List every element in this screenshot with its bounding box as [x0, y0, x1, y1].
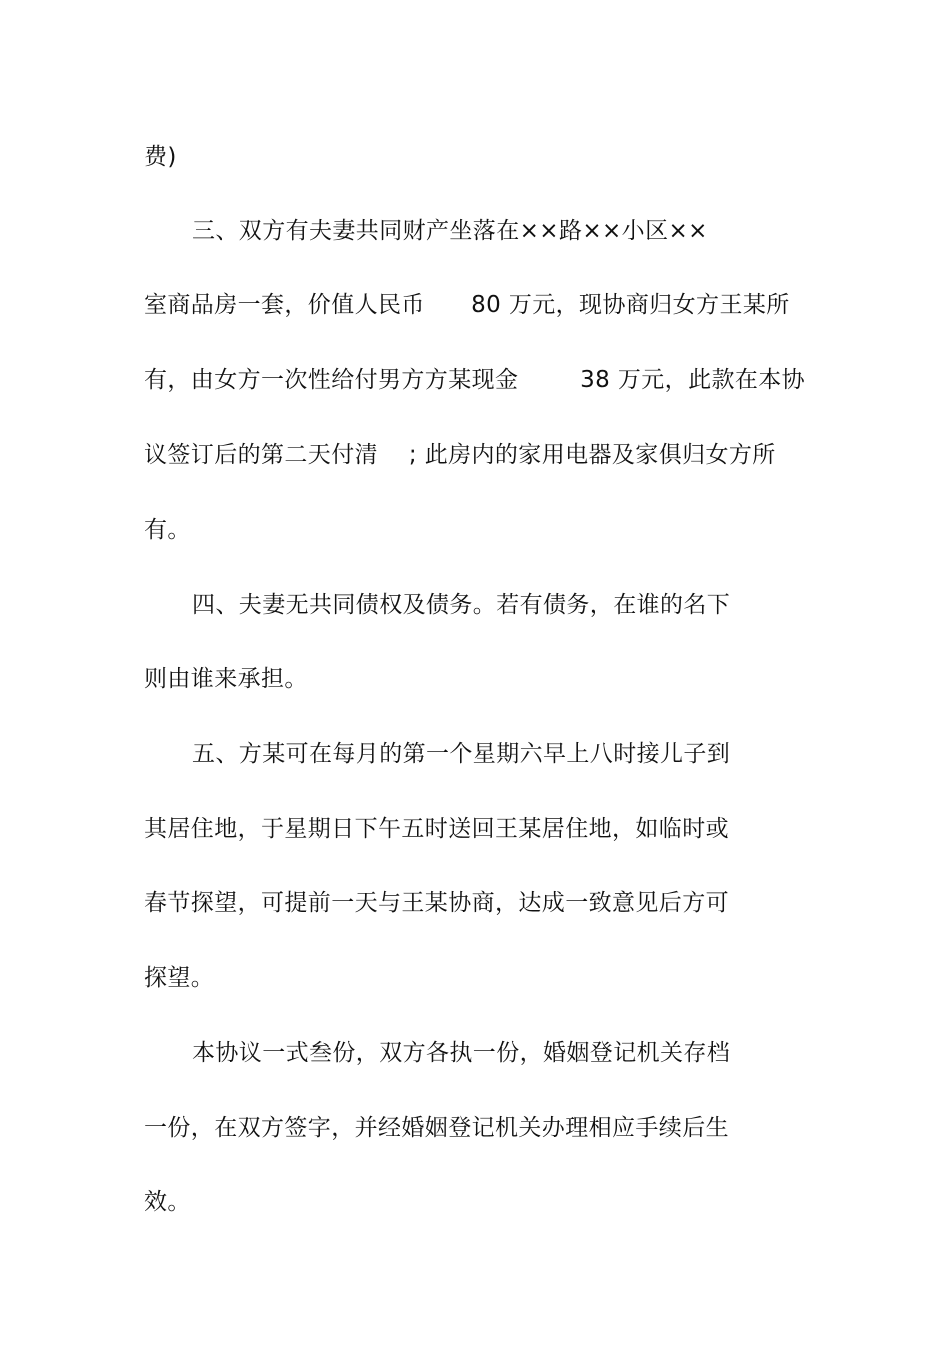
paragraph-4-line-2: 则由谁来承担。	[144, 666, 308, 692]
closing-paragraph-line-2: 一份，在双方签字，并经婚姻登记机关办理相应手续后生	[144, 1115, 729, 1141]
closing-paragraph-line-3: 效。	[144, 1189, 191, 1215]
paragraph-3-line-2: 室商品房一套，价值人民币 80 万元，现协商归女方王某所	[144, 292, 790, 318]
paragraph-5-line-3: 春节探望，可提前一天与王某协商，达成一致意见后方可	[144, 890, 729, 916]
paragraph-3-line-1: 三、双方有夫妻共同财产坐落在××路××小区××	[192, 218, 708, 244]
paragraph-5-line-1: 五、方某可在每月的第一个星期六早上八时接儿子到	[192, 741, 731, 767]
paragraph-3-line-4: 议签订后的第二天付清 ; 此房内的家用电器及家俱归女方所	[144, 442, 776, 468]
paragraph-5-line-2: 其居住地，于星期日下午五时送回王某居住地，如临时或	[144, 816, 729, 842]
text-line: 费)	[144, 144, 177, 170]
paragraph-4-line-1: 四、夫妻无共同债权及债务。若有债务，在谁的名下	[192, 592, 731, 618]
closing-paragraph-line-1: 本协议一式叁份，双方各执一份，婚姻登记机关存档	[192, 1040, 731, 1066]
paragraph-3-line-3: 有，由女方一次性给付男方方某现金 38 万元，此款在本协	[144, 367, 806, 393]
paragraph-3-line-5: 有。	[144, 517, 191, 543]
paragraph-5-line-4: 探望。	[144, 965, 215, 991]
